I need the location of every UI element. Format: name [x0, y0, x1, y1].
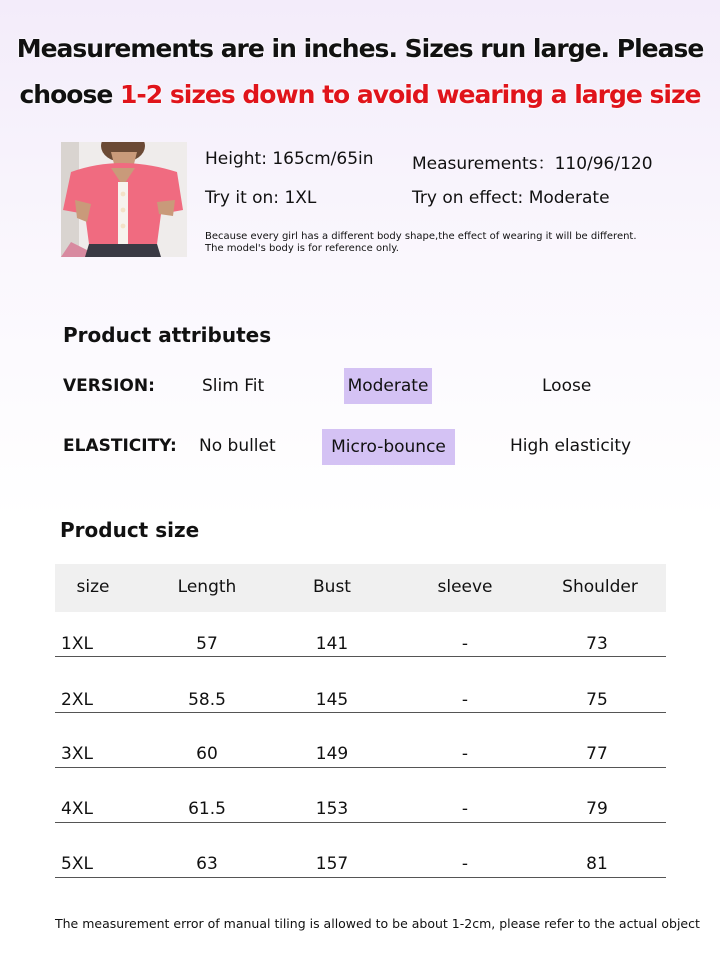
- table-cell-shoulder: 73: [586, 634, 608, 654]
- table-cell-length: 63: [196, 854, 218, 874]
- version-option-moderate: Moderate: [344, 368, 432, 404]
- table-cell-length: 61.5: [188, 799, 226, 819]
- table-cell-sleeve: -: [461, 799, 469, 819]
- elasticity-option-high: High elasticity: [510, 436, 632, 456]
- table-cell-sleeve: -: [461, 690, 469, 710]
- header-line-2: [0, 80, 720, 109]
- row-divider: [55, 767, 666, 768]
- table-cell-bust: 149: [315, 744, 349, 764]
- table-row-size: 4XL: [61, 799, 93, 819]
- col-header-bust: Bust: [313, 577, 351, 597]
- version-label: VERSION:: [63, 376, 155, 396]
- table-cell-shoulder: 75: [586, 690, 608, 710]
- model-try-on-size: Try it on: 1XL: [205, 188, 317, 208]
- model-measurements: Measurements：110/96/120: [412, 154, 653, 174]
- row-divider: [55, 712, 666, 713]
- header-line-2-prefix: choose: [19, 80, 120, 109]
- table-row-size: 5XL: [61, 854, 93, 874]
- header-line-1: Measurements are in inches. Sizes run large. Please: [16, 34, 704, 63]
- attributes-title: Product attributes: [63, 323, 272, 347]
- model-height: Height: 165cm/65in: [205, 149, 374, 169]
- table-cell-bust: 153: [315, 799, 349, 819]
- header-highlight: 1-2 sizes down to avoid wearing a large size: [120, 80, 701, 109]
- footer-note: The measurement error of manual tiling is allowed to be about 1-2cm, please refer to the actual object: [55, 916, 700, 931]
- table-cell-bust: 145: [315, 690, 349, 710]
- table-cell-length: 57: [196, 634, 218, 654]
- col-header-length: Length: [177, 577, 237, 597]
- row-divider: [55, 877, 666, 878]
- model-note-2: The model's body is for reference only.: [205, 243, 399, 254]
- size-table-title: Product size: [60, 518, 200, 542]
- table-row-size: 2XL: [61, 690, 93, 710]
- table-cell-length: 58.5: [188, 690, 226, 710]
- table-row-size: 1XL: [61, 634, 93, 654]
- elasticity-label: ELASTICITY:: [63, 436, 177, 456]
- col-header-size: size: [76, 577, 110, 597]
- version-option-slim-fit: Slim Fit: [202, 376, 265, 396]
- elasticity-option-no-bullet: No bullet: [199, 436, 276, 456]
- table-cell-sleeve: -: [461, 854, 469, 874]
- table-cell-shoulder: 79: [586, 799, 608, 819]
- model-photo: [61, 142, 187, 257]
- table-cell-length: 60: [196, 744, 218, 764]
- col-header-shoulder: Shoulder: [562, 577, 638, 597]
- row-divider: [55, 822, 666, 823]
- version-option-loose: Loose: [542, 376, 592, 396]
- table-cell-bust: 141: [315, 634, 349, 654]
- table-cell-shoulder: 77: [586, 744, 608, 764]
- col-header-sleeve: sleeve: [437, 577, 493, 597]
- table-cell-bust: 157: [315, 854, 349, 874]
- model-try-on-effect: Try on effect: Moderate: [412, 188, 610, 208]
- table-cell-sleeve: -: [461, 744, 469, 764]
- table-cell-shoulder: 81: [586, 854, 608, 874]
- row-divider: [55, 656, 666, 657]
- table-cell-sleeve: -: [461, 634, 469, 654]
- table-row-size: 3XL: [61, 744, 93, 764]
- model-note-1: Because every girl has a different body shape,the effect of wearing it will be different.: [205, 231, 637, 242]
- elasticity-option-micro-bounce: Micro-bounce: [322, 429, 455, 465]
